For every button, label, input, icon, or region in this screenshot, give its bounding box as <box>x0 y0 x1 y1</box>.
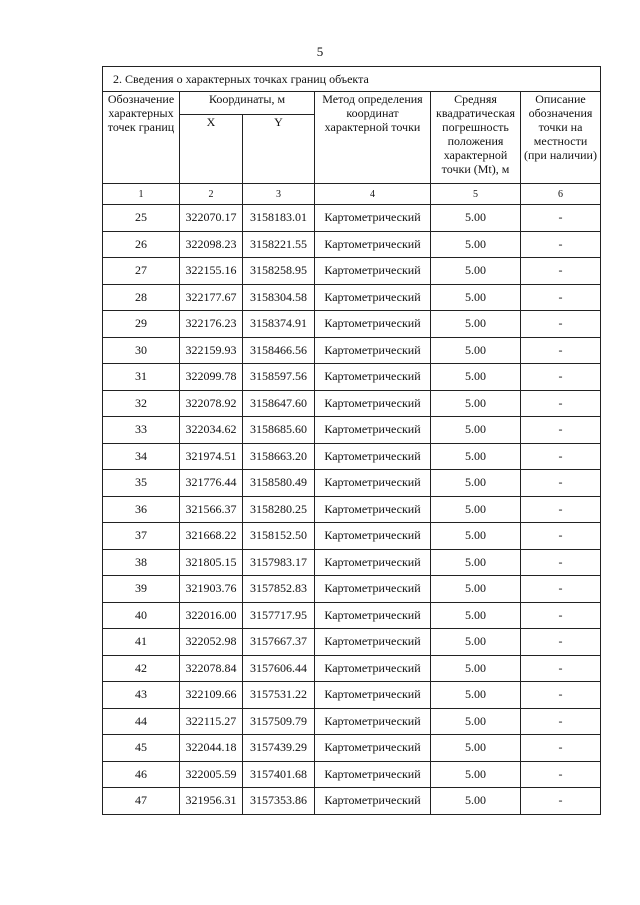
point-number-cell: 47 <box>103 788 180 815</box>
table-row <box>103 443 601 470</box>
error-cell: 5.00 <box>431 549 521 576</box>
table-row <box>103 337 601 364</box>
error-cell: 5.00 <box>431 205 521 232</box>
point-number-cell: 32 <box>103 390 180 417</box>
point-number-cell: 35 <box>103 470 180 497</box>
description-cell: - <box>521 258 601 285</box>
y-coordinate-cell: 3158685.60 <box>243 417 315 444</box>
table-row <box>103 364 601 391</box>
error-cell: 5.00 <box>431 337 521 364</box>
x-coordinate-cell: 322016.00 <box>180 602 243 629</box>
table-row <box>103 708 601 735</box>
x-coordinate-cell: 322005.59 <box>180 761 243 788</box>
y-coordinate-cell: 3157401.68 <box>243 761 315 788</box>
x-coordinate-cell: 322078.92 <box>180 390 243 417</box>
description-cell: - <box>521 602 601 629</box>
description-cell: - <box>521 311 601 338</box>
error-cell: 5.00 <box>431 417 521 444</box>
error-cell: 5.00 <box>431 390 521 417</box>
header-method: Метод определения координат характерной точки <box>315 92 431 184</box>
point-number-cell: 33 <box>103 417 180 444</box>
point-number-cell: 28 <box>103 284 180 311</box>
x-coordinate-cell: 322159.93 <box>180 337 243 364</box>
header-x: X <box>180 115 243 184</box>
x-coordinate-cell: 321566.37 <box>180 496 243 523</box>
method-cell: Картометрический <box>315 390 431 417</box>
column-number: 5 <box>431 184 521 205</box>
description-cell: - <box>521 682 601 709</box>
point-number-cell: 44 <box>103 708 180 735</box>
method-cell: Картометрический <box>315 205 431 232</box>
table-row <box>103 311 601 338</box>
header-coordinates: Координаты, м <box>180 92 315 115</box>
description-cell: - <box>521 496 601 523</box>
y-coordinate-cell: 3157509.79 <box>243 708 315 735</box>
header-error: Средняя квадратическая погрешность положения характерной точки (Mt), м <box>431 92 521 184</box>
table-row <box>103 735 601 762</box>
point-number-cell: 30 <box>103 337 180 364</box>
error-cell: 5.00 <box>431 364 521 391</box>
x-coordinate-cell: 321956.31 <box>180 788 243 815</box>
header-designation: Обозначение характерных точек границ <box>103 92 180 184</box>
description-cell: - <box>521 417 601 444</box>
point-number-cell: 42 <box>103 655 180 682</box>
x-coordinate-cell: 322070.17 <box>180 205 243 232</box>
method-cell: Картометрический <box>315 761 431 788</box>
error-cell: 5.00 <box>431 788 521 815</box>
x-coordinate-cell: 322052.98 <box>180 629 243 656</box>
table-row <box>103 523 601 550</box>
method-cell: Картометрический <box>315 735 431 762</box>
point-number-cell: 37 <box>103 523 180 550</box>
description-cell: - <box>521 761 601 788</box>
description-cell: - <box>521 655 601 682</box>
section-title: 2. Сведения о характерных точках границ объекта <box>103 67 601 92</box>
table-row <box>103 470 601 497</box>
y-coordinate-cell: 3158258.95 <box>243 258 315 285</box>
point-number-cell: 46 <box>103 761 180 788</box>
x-coordinate-cell: 322176.23 <box>180 311 243 338</box>
error-cell: 5.00 <box>431 523 521 550</box>
description-cell: - <box>521 390 601 417</box>
point-number-cell: 34 <box>103 443 180 470</box>
method-cell: Картометрический <box>315 364 431 391</box>
table-row <box>103 788 601 815</box>
point-number-cell: 36 <box>103 496 180 523</box>
error-cell: 5.00 <box>431 576 521 603</box>
point-number-cell: 40 <box>103 602 180 629</box>
point-number-cell: 41 <box>103 629 180 656</box>
y-coordinate-cell: 3158374.91 <box>243 311 315 338</box>
y-coordinate-cell: 3158183.01 <box>243 205 315 232</box>
column-number: 1 <box>103 184 180 205</box>
x-coordinate-cell: 322155.16 <box>180 258 243 285</box>
table-row <box>103 629 601 656</box>
description-cell: - <box>521 576 601 603</box>
x-coordinate-cell: 322044.18 <box>180 735 243 762</box>
table-row <box>103 602 601 629</box>
column-number: 2 <box>180 184 243 205</box>
error-cell: 5.00 <box>431 655 521 682</box>
x-coordinate-cell: 322115.27 <box>180 708 243 735</box>
table-row <box>103 549 601 576</box>
description-cell: - <box>521 549 601 576</box>
y-coordinate-cell: 3158280.25 <box>243 496 315 523</box>
description-cell: - <box>521 735 601 762</box>
error-cell: 5.00 <box>431 470 521 497</box>
description-cell: - <box>521 231 601 258</box>
description-cell: - <box>521 470 601 497</box>
method-cell: Картометрический <box>315 470 431 497</box>
y-coordinate-cell: 3158647.60 <box>243 390 315 417</box>
x-coordinate-cell: 321974.51 <box>180 443 243 470</box>
table-row <box>103 417 601 444</box>
y-coordinate-cell: 3157983.17 <box>243 549 315 576</box>
method-cell: Картометрический <box>315 417 431 444</box>
description-cell: - <box>521 443 601 470</box>
point-number-cell: 45 <box>103 735 180 762</box>
x-coordinate-cell: 322034.62 <box>180 417 243 444</box>
point-number-cell: 31 <box>103 364 180 391</box>
description-cell: - <box>521 364 601 391</box>
boundary-points-table <box>102 66 601 815</box>
y-coordinate-cell: 3158221.55 <box>243 231 315 258</box>
y-coordinate-cell: 3158152.50 <box>243 523 315 550</box>
header-y: Y <box>243 115 315 184</box>
y-coordinate-cell: 3157531.22 <box>243 682 315 709</box>
y-coordinate-cell: 3157606.44 <box>243 655 315 682</box>
table-row <box>103 258 601 285</box>
table-row <box>103 655 601 682</box>
column-number: 4 <box>315 184 431 205</box>
y-coordinate-cell: 3157717.95 <box>243 602 315 629</box>
error-cell: 5.00 <box>431 682 521 709</box>
error-cell: 5.00 <box>431 496 521 523</box>
x-coordinate-cell: 321776.44 <box>180 470 243 497</box>
method-cell: Картометрический <box>315 602 431 629</box>
x-coordinate-cell: 322177.67 <box>180 284 243 311</box>
y-coordinate-cell: 3157667.37 <box>243 629 315 656</box>
y-coordinate-cell: 3157353.86 <box>243 788 315 815</box>
description-cell: - <box>521 708 601 735</box>
error-cell: 5.00 <box>431 602 521 629</box>
method-cell: Картометрический <box>315 443 431 470</box>
table-row <box>103 496 601 523</box>
method-cell: Картометрический <box>315 337 431 364</box>
point-number-cell: 39 <box>103 576 180 603</box>
header-description: Описание обозначения точки на местности (при наличии) <box>521 92 601 184</box>
error-cell: 5.00 <box>431 284 521 311</box>
error-cell: 5.00 <box>431 761 521 788</box>
y-coordinate-cell: 3158580.49 <box>243 470 315 497</box>
point-number-cell: 26 <box>103 231 180 258</box>
x-coordinate-cell: 322098.23 <box>180 231 243 258</box>
point-number-cell: 25 <box>103 205 180 232</box>
x-coordinate-cell: 322099.78 <box>180 364 243 391</box>
point-number-cell: 29 <box>103 311 180 338</box>
x-coordinate-cell: 321903.76 <box>180 576 243 603</box>
table-row <box>103 390 601 417</box>
description-cell: - <box>521 788 601 815</box>
x-coordinate-cell: 321805.15 <box>180 549 243 576</box>
method-cell: Картометрический <box>315 708 431 735</box>
error-cell: 5.00 <box>431 231 521 258</box>
y-coordinate-cell: 3157439.29 <box>243 735 315 762</box>
error-cell: 5.00 <box>431 311 521 338</box>
page-number: 5 <box>316 44 324 59</box>
method-cell: Картометрический <box>315 231 431 258</box>
description-cell: - <box>521 284 601 311</box>
error-cell: 5.00 <box>431 708 521 735</box>
column-number: 3 <box>243 184 315 205</box>
y-coordinate-cell: 3158663.20 <box>243 443 315 470</box>
table-row <box>103 682 601 709</box>
point-number-cell: 38 <box>103 549 180 576</box>
error-cell: 5.00 <box>431 629 521 656</box>
method-cell: Картометрический <box>315 258 431 285</box>
x-coordinate-cell: 321668.22 <box>180 523 243 550</box>
column-numbers-row <box>103 184 601 205</box>
method-cell: Картометрический <box>315 311 431 338</box>
table-row <box>103 205 601 232</box>
method-cell: Картометрический <box>315 682 431 709</box>
method-cell: Картометрический <box>315 788 431 815</box>
y-coordinate-cell: 3158304.58 <box>243 284 315 311</box>
point-number-cell: 27 <box>103 258 180 285</box>
table-row <box>103 576 601 603</box>
error-cell: 5.00 <box>431 735 521 762</box>
description-cell: - <box>521 629 601 656</box>
method-cell: Картометрический <box>315 523 431 550</box>
table-row <box>103 761 601 788</box>
column-number: 6 <box>521 184 601 205</box>
y-coordinate-cell: 3157852.83 <box>243 576 315 603</box>
table-body <box>103 205 601 815</box>
y-coordinate-cell: 3158597.56 <box>243 364 315 391</box>
method-cell: Картометрический <box>315 284 431 311</box>
point-number-cell: 43 <box>103 682 180 709</box>
y-coordinate-cell: 3158466.56 <box>243 337 315 364</box>
table-row <box>103 284 601 311</box>
description-cell: - <box>521 523 601 550</box>
description-cell: - <box>521 205 601 232</box>
method-cell: Картометрический <box>315 576 431 603</box>
description-cell: - <box>521 337 601 364</box>
x-coordinate-cell: 322109.66 <box>180 682 243 709</box>
x-coordinate-cell: 322078.84 <box>180 655 243 682</box>
method-cell: Картометрический <box>315 496 431 523</box>
error-cell: 5.00 <box>431 443 521 470</box>
table-row <box>103 231 601 258</box>
error-cell: 5.00 <box>431 258 521 285</box>
method-cell: Картометрический <box>315 655 431 682</box>
method-cell: Картометрический <box>315 549 431 576</box>
method-cell: Картометрический <box>315 629 431 656</box>
